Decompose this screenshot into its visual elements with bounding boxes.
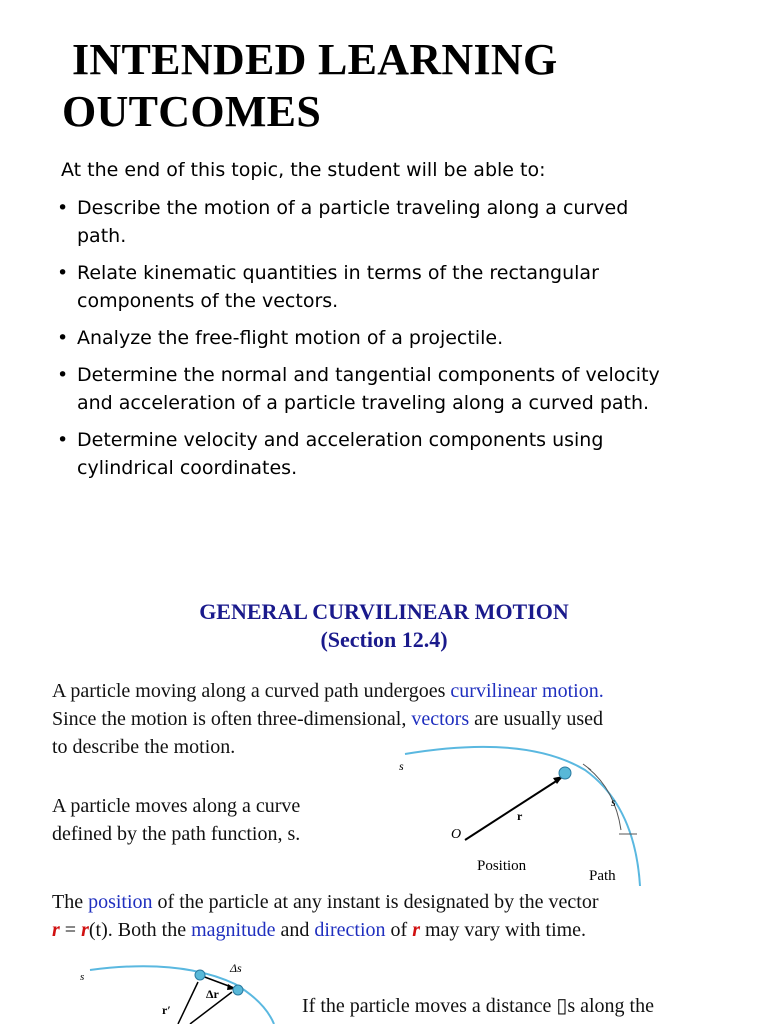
para1-part1: A particle moving along a curved path undergoes xyxy=(52,680,451,702)
delta-s-label: Δs xyxy=(230,961,242,975)
intro-text: At the end of this topic, the student will be able to: xyxy=(61,159,546,181)
list-item xyxy=(57,426,677,482)
curvilinear-motion-link: curvilinear motion. xyxy=(450,680,604,702)
section-subtitle: (Section 12.4) xyxy=(320,627,448,652)
list-item xyxy=(57,324,677,352)
page-title xyxy=(62,34,558,138)
outcome-text: Relate kinematic quantities in terms of the rectangular components of the vectors. xyxy=(77,262,599,312)
displacement-diagram xyxy=(60,958,300,1024)
bullet-icon: • xyxy=(57,364,69,386)
outcome-text: Determine the normal and tangential components of velocity and acceleration of a particle traveling along a curved path. xyxy=(77,364,660,414)
s-label-left: s xyxy=(399,759,404,773)
para1-part3: are usually used xyxy=(469,708,603,730)
bullet-icon: • xyxy=(57,262,69,284)
position-term: position xyxy=(88,891,153,913)
path-label: Path xyxy=(589,868,616,884)
outcome-text: Describe the motion of a particle traveling along a curved path. xyxy=(77,197,629,247)
outcome-text: Determine velocity and acceleration components using cylindrical coordinates. xyxy=(77,429,604,479)
bullet-icon: • xyxy=(57,197,69,219)
s-label-right: s xyxy=(611,795,616,809)
para1-part2: Since the motion is often three-dimensional, xyxy=(52,708,412,730)
section-title: GENERAL CURVILINEAR MOTION xyxy=(199,599,569,624)
position-diagram xyxy=(385,740,685,890)
paragraph-position xyxy=(52,888,752,944)
para3-the: The xyxy=(52,891,89,913)
magnitude-term: magnitude xyxy=(191,919,276,941)
para3-rest2: may vary with time. xyxy=(419,919,587,941)
para4-line1: If the particle moves a distance ▯s along the xyxy=(302,995,654,1017)
bullet-icon: • xyxy=(57,327,69,349)
para3-t: (t). Both the xyxy=(88,919,192,941)
particle-start-icon xyxy=(195,970,205,980)
para2-line1: A particle moves along a curve xyxy=(52,795,301,817)
r-prime-label: r′ xyxy=(162,1003,171,1017)
outcomes-list xyxy=(57,194,677,491)
para2-line2: defined by the path function, s. xyxy=(52,823,301,845)
vectors-link: vectors xyxy=(411,708,470,730)
delta-r-label: Δr xyxy=(206,987,219,1001)
list-item xyxy=(57,194,677,250)
position-vector-r xyxy=(465,778,561,840)
direction-term: direction xyxy=(314,919,386,941)
para3-of: of xyxy=(385,919,413,941)
position-label: Position xyxy=(477,858,527,874)
origin-label: O xyxy=(451,827,462,842)
r-label: r xyxy=(517,809,523,823)
paragraph-displacement xyxy=(302,992,752,1020)
bullet-icon: • xyxy=(57,429,69,451)
particle-icon xyxy=(559,767,571,779)
para3-and: and xyxy=(275,919,315,941)
outcome-text: Analyze the free-flight motion of a projectile. xyxy=(77,327,504,349)
para3-rest1: of the particle at any instant is designated by the vector xyxy=(152,891,599,913)
list-item xyxy=(57,361,677,417)
vector-r-symbol-2: r xyxy=(412,919,420,941)
para3-eq: = xyxy=(59,919,82,941)
vector-r-function: r xyxy=(81,919,89,941)
list-item xyxy=(57,259,677,315)
para1-line3: to describe the motion. xyxy=(52,736,236,758)
r-vector xyxy=(178,982,198,1024)
s-label-2: s xyxy=(80,971,85,983)
title-line-2: OUTCOMES xyxy=(62,87,322,136)
vector-r-symbol: r xyxy=(52,919,60,941)
title-line-1: INTENDED LEARNING xyxy=(72,35,558,84)
paragraph-path-function xyxy=(52,792,372,848)
particle-end-icon xyxy=(233,985,243,995)
